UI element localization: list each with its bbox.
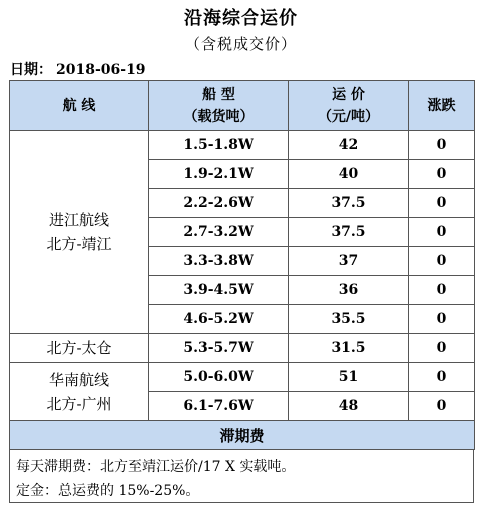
price-cell: 36 [289,276,409,305]
change-cell: 0 [409,131,475,160]
note-deposit: 定金：总运费的 15%-25%。 [16,483,200,499]
price-cell: 51 [289,363,409,392]
price-cell: 37.5 [289,218,409,247]
ship-type-cell: 3.3-3.8W [149,247,289,276]
ship-type-cell: 1.9-2.1W [149,160,289,189]
page-subtitle: （含税成交价） [184,35,297,53]
price-cell: 37.5 [289,189,409,218]
change-cell: 0 [409,305,475,334]
header-ship-type-line1: 船 型 [202,86,235,103]
price-cell: 48 [289,392,409,421]
note-demurrage-rate: 每天滞期费：北方至靖江运价/17 X 实载吨。 [16,459,296,475]
date-value: 2018-06-19 [56,62,146,78]
table-row [10,334,475,363]
header-price-line2: （元/吨） [317,108,380,125]
ship-type-cell: 5.0-6.0W [149,363,289,392]
ship-type-cell: 6.1-7.6W [149,392,289,421]
change-cell: 0 [409,160,475,189]
change-cell: 0 [409,247,475,276]
route-line1: 华南航线 [48,370,109,389]
price-cell: 35.5 [289,305,409,334]
header-route: 航 线 [10,81,149,131]
ship-type-cell: 3.9-4.5W [149,276,289,305]
date-label: 日期： [10,62,52,78]
ship-type-cell: 5.3-5.7W [149,334,289,363]
date-line [10,59,150,79]
route-line1: 北方-太仓 [46,339,112,357]
route-cell [10,363,149,421]
header-ship-type-line2: （载货吨） [183,108,254,125]
ship-type-cell: 2.7-3.2W [149,218,289,247]
table-row [10,131,475,160]
change-cell: 0 [409,276,475,305]
demurrage-title: 滞期费 [10,421,475,450]
ship-type-cell: 4.6-5.2W [149,305,289,334]
route-line2: 北方-广州 [46,394,112,413]
page-title: 沿海综合运价 [184,8,298,29]
route-cell [10,131,149,334]
change-cell: 0 [409,189,475,218]
change-cell: 0 [409,392,475,421]
change-cell: 0 [409,363,475,392]
change-cell: 0 [409,334,475,363]
route-cell [10,334,149,363]
route-line1: 进江航线 [48,211,109,229]
header-price [289,81,409,131]
ship-type-cell: 2.2-2.6W [149,189,289,218]
table-header-row [10,81,475,131]
notes-box [9,450,474,503]
ship-type-cell: 1.5-1.8W [149,131,289,160]
price-cell: 42 [289,131,409,160]
table-row [10,363,475,392]
route-line2: 北方-靖江 [46,235,112,253]
freight-rate-table [9,80,475,450]
price-cell: 37 [289,247,409,276]
price-cell: 31.5 [289,334,409,363]
header-change: 涨跌 [409,81,475,131]
header-price-line1: 运 价 [332,86,365,103]
demurrage-header-row [10,421,475,450]
change-cell: 0 [409,218,475,247]
header-ship-type [149,81,289,131]
price-cell: 40 [289,160,409,189]
